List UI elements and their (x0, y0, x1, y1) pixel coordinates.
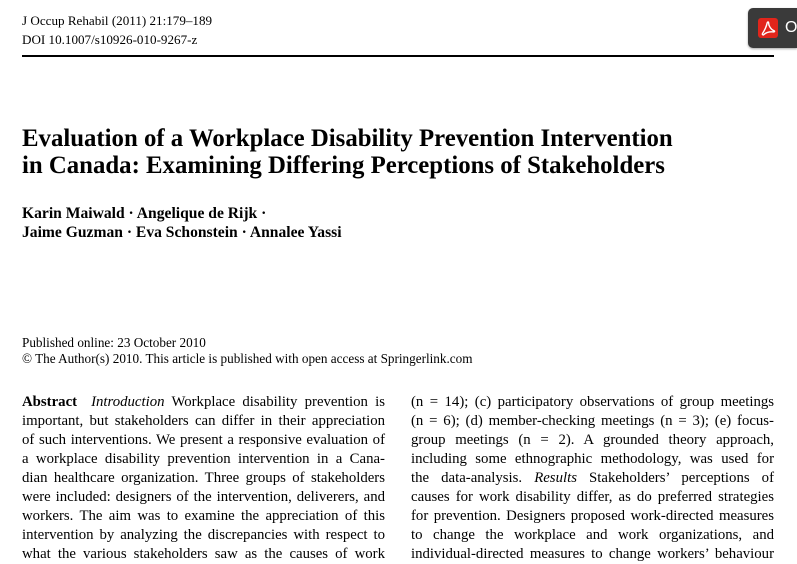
abstract-line: group meetings (n = 2). A grounded theory approach, (411, 432, 774, 448)
abstract-right-column (411, 393, 775, 562)
author-list (22, 204, 342, 242)
abstract-line: individual-directed measures to change workers’ behaviour (411, 546, 774, 562)
article-title (22, 125, 673, 179)
abstract-text: the data-analysis. (411, 470, 523, 486)
abstract-line: causes for work disability differ, as do preferred strategies (411, 489, 774, 505)
author-line: Jaime Guzman · Eva Schonstein · Annalee Yassi (22, 224, 342, 241)
abstract-line: were included: designers of the intervention, deliverers, and (22, 489, 385, 505)
abstract-line: including some ethnographic methodology, was used for (411, 451, 774, 467)
abstract-line (411, 469, 774, 488)
abstract-line: intervention by analyzing the discrepancies with respect to (22, 527, 385, 543)
title-line: Evaluation of a Workplace Disability Prevention Intervention (22, 125, 673, 152)
abstract-line: important, but stakeholders can differ in their appreciation (22, 413, 385, 429)
author-line: Karin Maiwald · Angelique de Rijk · (22, 205, 267, 222)
journal-citation: J Occup Rehabil (2011) 21:179–189 (22, 13, 213, 28)
abstract-line: workers. The aim was to examine the appreciation of this (22, 508, 385, 524)
abstract-line (22, 393, 385, 412)
abstract-line: a workplace disability prevention intervention in a Cana- (22, 451, 385, 467)
abstract-line: (n = 6); (d) member-checking meetings (n = 3); (e) focus- (411, 413, 774, 429)
abstract-text: Workplace disability prevention is (171, 394, 385, 410)
acrobat-pdf-icon (758, 18, 778, 38)
abstract-line: what the various stakeholders saw as the causes of work (22, 546, 385, 562)
title-line: in Canada: Examining Differing Perceptions of Stakeholders (22, 152, 665, 179)
abstract-line: of such interventions. We present a responsive evaluation of (22, 432, 385, 448)
abstract-section-heading: Results (534, 470, 577, 486)
running-header (22, 11, 212, 49)
copyright-notice: © The Author(s) 2010. This article is published with open access at Springerlink.com (22, 351, 473, 366)
abstract-line: (n = 14); (c) participatory observations of group meetings (411, 394, 774, 410)
doi: DOI 10.1007/s10926-010-9267-z (22, 32, 198, 47)
published-online-date: Published online: 23 October 2010 (22, 335, 206, 350)
abstract-line: to change the workplace and work organizations, and (411, 527, 774, 543)
abstract-section-heading: Introduction (91, 394, 165, 410)
abstract-line: dian healthcare organization. Three groups of stakeholders (22, 470, 385, 486)
open-button-label: O (785, 19, 797, 36)
header-rule (22, 55, 774, 57)
abstract-text: Stakeholders’ perceptions of (589, 470, 775, 486)
abstract-line: for prevention. Designers proposed work-directed measures (411, 508, 774, 524)
publication-info (22, 335, 473, 367)
open-with-button[interactable] (748, 8, 797, 48)
abstract-label: Abstract (22, 394, 78, 410)
abstract-left-column (22, 393, 385, 562)
acrobat-pdf-icon-background (758, 18, 778, 38)
